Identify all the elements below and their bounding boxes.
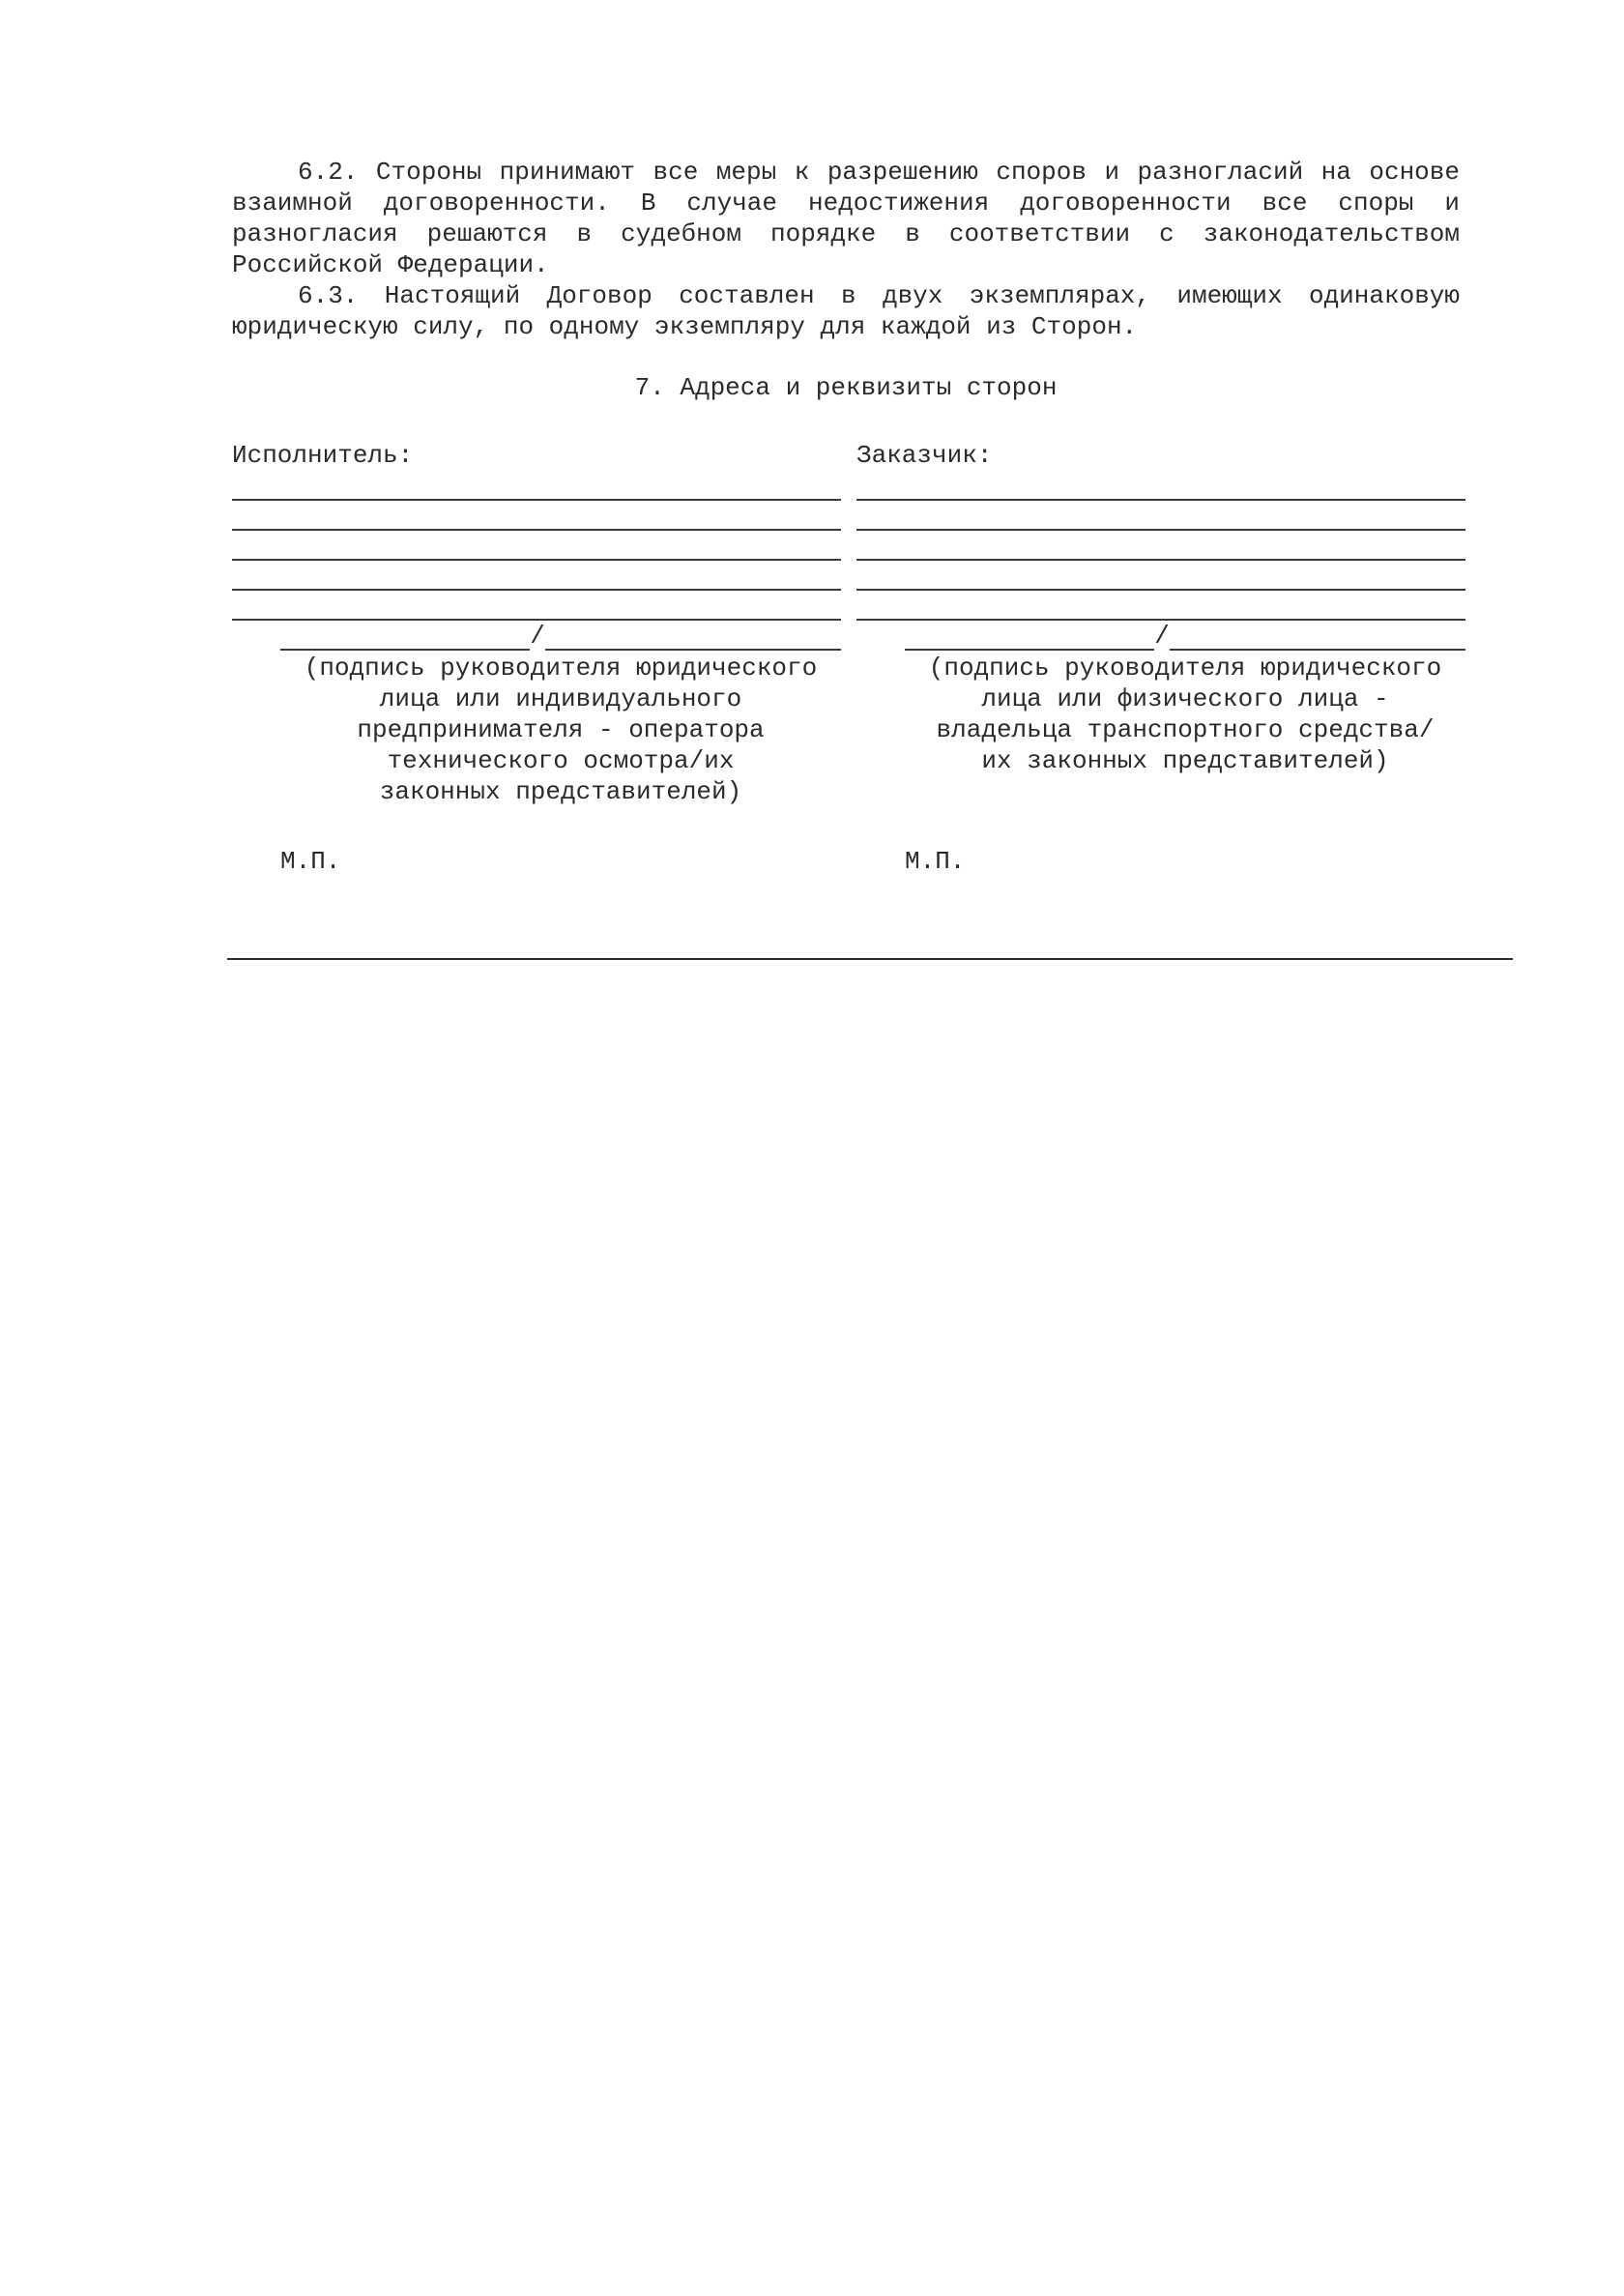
customer-details-line	[856, 531, 1465, 561]
contractor-block	[232, 440, 841, 807]
name-blank	[1170, 621, 1465, 651]
signature-blank	[905, 621, 1154, 651]
footer-divider	[227, 958, 1513, 960]
customer-details-line	[856, 471, 1465, 501]
contractor-details-line	[232, 471, 841, 501]
contractor-details-line	[232, 531, 841, 561]
customer-signature-caption: (подпись руководителя юридического лица или физического лица - владельца транспортного средства/ их законных представителей)	[928, 654, 1442, 775]
customer-stamp-placeholder: М.П.	[905, 847, 966, 876]
clause-6-2: 6.2. Стороны принимают все меры к разрешению споров и разногласий на основе взаимной договоренности. В случае недостижения договоренности все споры и разногласия решаются в судебном порядке в соответствии с законодательством Российской Федерации.	[232, 158, 1460, 279]
signature-separator: /	[530, 622, 545, 651]
contractor-details-line	[232, 501, 841, 531]
customer-details-line	[856, 591, 1465, 621]
contractor-details-line	[232, 591, 841, 621]
customer-label: Заказчик:	[856, 441, 993, 470]
signature-blank	[280, 621, 530, 651]
customer-details-line	[856, 561, 1465, 591]
customer-details-line	[856, 501, 1465, 531]
contractor-label: Исполнитель:	[232, 441, 414, 470]
contractor-stamp-placeholder: М.П.	[280, 847, 341, 876]
customer-block	[856, 440, 1465, 776]
customer-signature-line	[905, 621, 1465, 651]
contractor-signature-caption: (подпись руководителя юридического лица или индивидуального предпринимателя - оператора технического осмотра/их законных представителей)	[304, 654, 818, 806]
name-blank	[545, 621, 841, 651]
signature-separator: /	[1154, 622, 1170, 651]
clause-6-3: 6.3. Настоящий Договор составлен в двух экземплярах, имеющих одинаковую юридическую силу, по одному экземпляру для каждой из Сторон.	[232, 281, 1460, 341]
contractor-signature-line	[280, 621, 841, 651]
section-7-heading: 7. Адреса и реквизиты сторон	[634, 373, 1058, 402]
contractor-details-line	[232, 561, 841, 591]
